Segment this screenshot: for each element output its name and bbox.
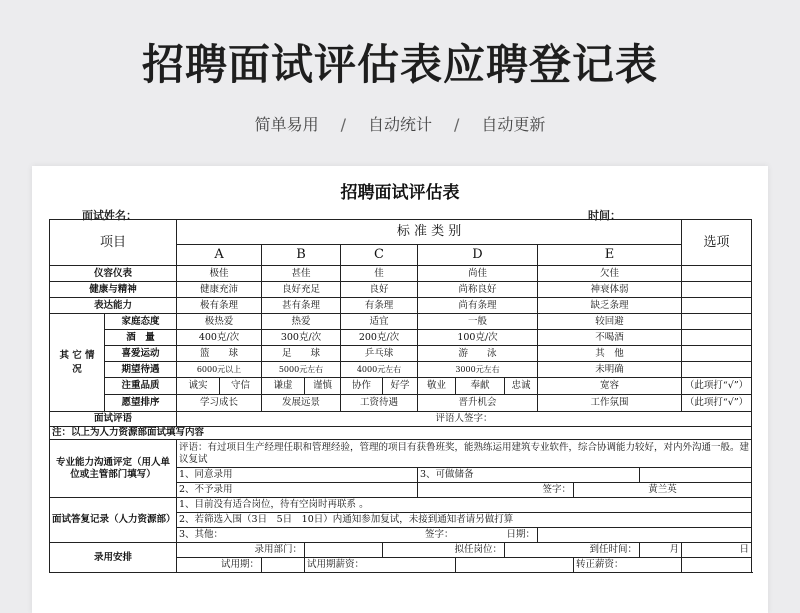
grade-a: A (177, 245, 262, 266)
cell-e: 神衰体弱 (538, 282, 682, 298)
arrival-month[interactable]: 月 (640, 543, 682, 558)
option-cell[interactable] (682, 282, 752, 298)
row-hire1 (50, 543, 752, 558)
row-reply1 (50, 498, 752, 513)
cell-d: 一般 (418, 314, 538, 330)
option-cell[interactable] (682, 314, 752, 330)
item-header: 项目 (50, 220, 177, 266)
banner-tagline (0, 112, 800, 135)
quality-trustworthy[interactable]: 守信 (220, 378, 262, 395)
reply-item-3[interactable]: 3、其他： (177, 528, 341, 543)
cell-e: 其 他 (538, 346, 682, 362)
row-label: 家庭态度 (105, 314, 177, 330)
option-note: （此项打“√”） (682, 378, 752, 395)
quality-tolerant[interactable]: 宽容 (538, 378, 682, 395)
row-note (50, 427, 752, 440)
reply-date-label: 日期： (456, 528, 538, 543)
cell-b: 300克/次 (262, 330, 341, 346)
grade-e: E (538, 245, 682, 266)
hire-dept-value[interactable] (305, 543, 383, 558)
cell-b: 甚佳 (262, 266, 341, 282)
row-alcohol (50, 330, 752, 346)
cell-c: 良好 (341, 282, 418, 298)
standard-header: 标 准 类 别 (177, 220, 682, 245)
probation-salary-value[interactable] (456, 558, 574, 573)
cell-d: 3000元左右 (418, 362, 538, 378)
cell-c: 有条理 (341, 298, 418, 314)
cell-b: 热爱 (262, 314, 341, 330)
row-label: 注重品质 (105, 378, 177, 395)
hr-note: 注：以上为人力资源部面试填写内容 (50, 427, 752, 440)
tag-auto-update: 自动更新 (481, 115, 546, 134)
cell-b: 足 球 (262, 346, 341, 362)
arrival-day[interactable]: 日 (682, 543, 752, 558)
quality-teamwork[interactable]: 协作 (341, 378, 383, 395)
tag-separator: / (340, 115, 346, 134)
quality-prudent[interactable]: 谨慎 (305, 378, 341, 395)
cell-c: 佳 (341, 266, 418, 282)
evaluation-table (49, 219, 752, 573)
row-quality (50, 378, 752, 395)
cell-a: 健康充沛 (177, 282, 262, 298)
option-note: （此项打“√”） (682, 395, 752, 412)
grade-c: C (341, 245, 418, 266)
row-wish (50, 395, 752, 412)
probation-salary-label: 试用期薪资： (305, 558, 456, 573)
cell-b: 良好充足 (262, 282, 341, 298)
quality-studious[interactable]: 好学 (383, 378, 418, 395)
cell-c: 200克/次 (341, 330, 418, 346)
wish-growth[interactable]: 学习成长 (177, 395, 262, 412)
row-label: 愿望排序 (105, 395, 177, 412)
quality-loyal[interactable]: 忠诚 (505, 378, 538, 395)
row-comment (50, 412, 752, 427)
form-sheet (32, 166, 768, 613)
cell-d: 尚佳 (418, 266, 538, 282)
cell-a: 篮 球 (177, 346, 262, 362)
dept-eval-label: 专业能力沟通评定（用人单位或主管部门填写） (50, 440, 177, 498)
reply-sign-label: 签字： (341, 528, 456, 543)
option-hire[interactable]: 1、同意录用 (177, 468, 418, 483)
cell-d: 尚称良好 (418, 282, 538, 298)
row-label: 酒 量 (105, 330, 177, 346)
row-family (50, 314, 752, 330)
reviewer-sign-label[interactable]: 评语人签字： (177, 412, 752, 427)
row-expression (50, 298, 752, 314)
cell-d: 100克/次 (418, 330, 538, 346)
tag-separator: / (454, 115, 460, 134)
regular-salary-label: 转正薪资： (574, 558, 682, 573)
option-reserve[interactable]: 3、可做储备 (418, 468, 640, 483)
blank-cell (538, 528, 752, 543)
dept-comment[interactable]: 评语：有过项目生产经理任职和管理经验，管理的项目有获鲁班奖，能熟练运用建筑专业软件，综合协调能力较好，对内外沟通一般。建议复试 (177, 440, 752, 468)
cell-d: 尚有条理 (418, 298, 538, 314)
tag-easy: 简单易用 (254, 115, 319, 134)
wish-atmosphere[interactable]: 工作氛围 (538, 395, 682, 412)
cell-a: 6000元以上 (177, 362, 262, 378)
row-sport (50, 346, 752, 362)
row-label: 健康与精神 (50, 282, 177, 298)
cell-e: 较回避 (538, 314, 682, 330)
grade-d: D (418, 245, 538, 266)
interviewee-name-label: 面试姓名： (82, 209, 137, 222)
wish-promotion[interactable]: 晋升机会 (418, 395, 538, 412)
option-reject[interactable]: 2、不予录用 (177, 483, 418, 498)
cell-b: 5000元左右 (262, 362, 341, 378)
cell-d: 游 泳 (418, 346, 538, 362)
cell-e: 未明确 (538, 362, 682, 378)
reply-item-1[interactable]: 1、目前没有适合岗位，待有空岗时再联系 。 (177, 498, 752, 513)
blank-cell (640, 468, 752, 483)
quality-modest[interactable]: 谦虚 (262, 378, 305, 395)
dept-sign-label: 签字： (418, 483, 574, 498)
wish-pay[interactable]: 工资待遇 (341, 395, 418, 412)
option-header: 选项 (682, 220, 752, 266)
quality-devoted[interactable]: 奉献 (456, 378, 505, 395)
option-cell[interactable] (682, 330, 752, 346)
row-appearance (50, 266, 752, 282)
row-dept-comment (50, 440, 752, 468)
row-salary (50, 362, 752, 378)
row-label: 期望待遇 (105, 362, 177, 378)
cell-e: 缺乏条理 (538, 298, 682, 314)
cell-e: 不喝酒 (538, 330, 682, 346)
wish-prospect[interactable]: 发展远景 (262, 395, 341, 412)
cell-a: 极热爱 (177, 314, 262, 330)
evaluation-table-wrapper (49, 219, 751, 573)
option-cell[interactable] (682, 346, 752, 362)
reply-record-label: 面试答复记录（人力资源部） (50, 498, 177, 543)
hire-arrangement-label: 录用安排 (50, 543, 177, 573)
reply-item-2[interactable]: 2、若筛选入围（3日 5日 10日）内通知参加复试，未接到通知者请另做打算 (177, 513, 752, 528)
quality-dedicated[interactable]: 敬业 (418, 378, 456, 395)
cell-e: 欠佳 (538, 266, 682, 282)
cell-a: 极有条理 (177, 298, 262, 314)
cell-b: 甚有条理 (262, 298, 341, 314)
dept-signer[interactable]: 黄兰英 (574, 483, 752, 498)
banner-title: 招聘面试评估表应聘登记表 (141, 40, 658, 89)
quality-honest[interactable]: 诚实 (177, 378, 220, 395)
row-health (50, 282, 752, 298)
hire-dept-label: 录用部门： (177, 543, 305, 558)
time-label: 时间： (588, 209, 621, 222)
arrival-time-label: 到任时间： (505, 543, 640, 558)
row-label: 表达能力 (50, 298, 177, 314)
regular-salary-value[interactable] (682, 558, 752, 573)
option-cell[interactable] (682, 298, 752, 314)
row-label: 喜爱运动 (105, 346, 177, 362)
form-title: 招聘面试评估表 (340, 183, 460, 203)
interview-comment-label: 面试评语 (50, 412, 177, 427)
cell-a: 400克/次 (177, 330, 262, 346)
cell-a: 极佳 (177, 266, 262, 282)
hire-position-label: 拟任岗位： (383, 543, 505, 558)
cell-c: 乒乓球 (341, 346, 418, 362)
cell-c: 适宜 (341, 314, 418, 330)
other-section-label: 其 它 情 况 (50, 314, 105, 412)
grade-b: B (262, 245, 341, 266)
probation-label: 试用期： (177, 558, 262, 573)
row-label: 仪容仪表 (50, 266, 177, 282)
option-cell[interactable] (682, 362, 752, 378)
probation-value[interactable] (262, 558, 305, 573)
option-cell[interactable] (682, 266, 752, 282)
tag-auto-stats: 自动统计 (367, 115, 432, 134)
cell-c: 4000元左右 (341, 362, 418, 378)
